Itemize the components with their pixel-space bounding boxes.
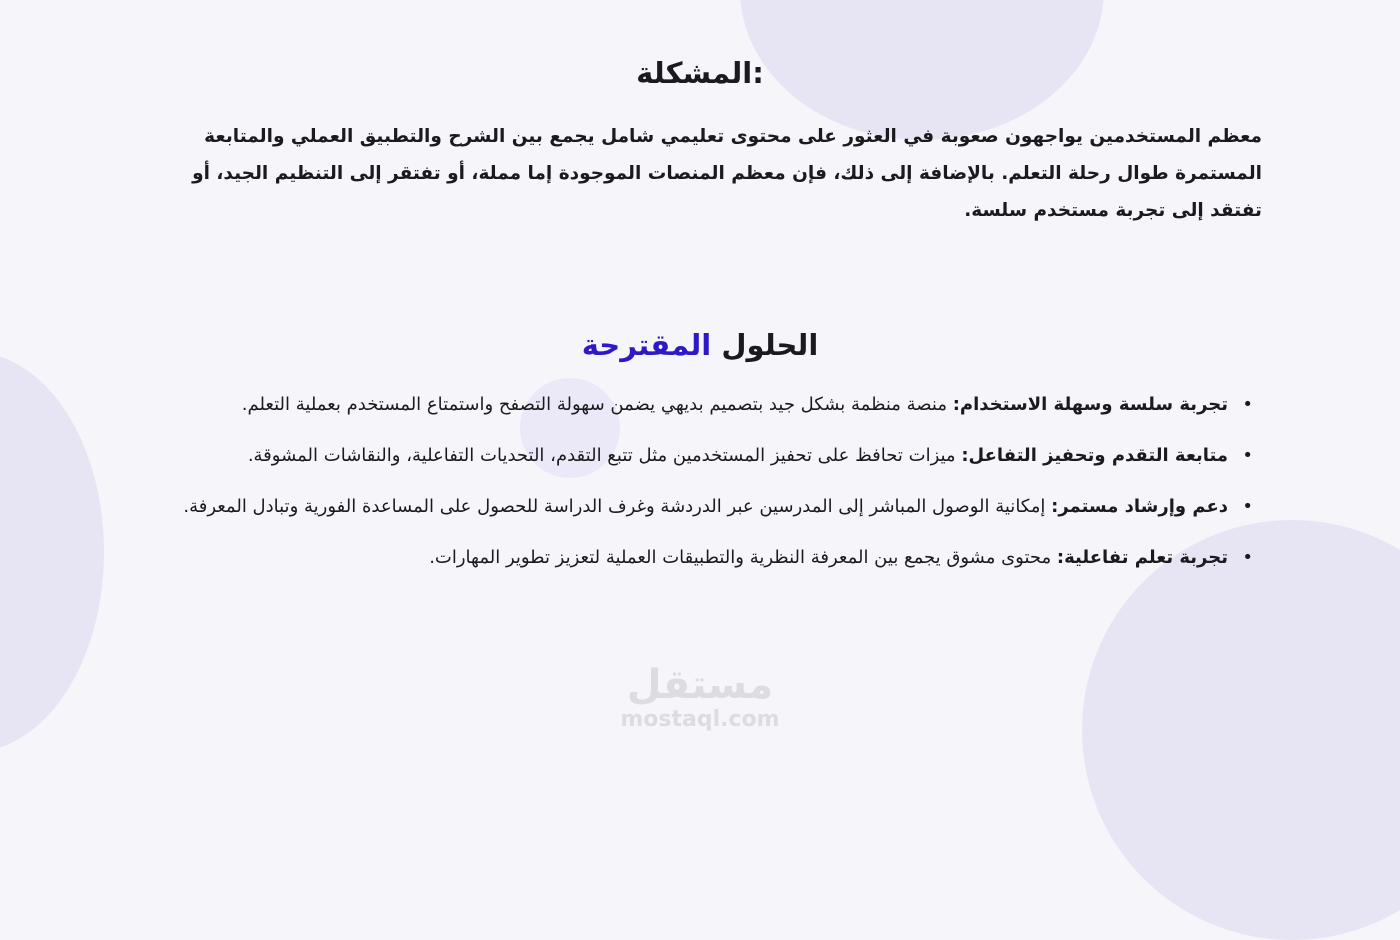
- solutions-list: [100, 388, 1253, 592]
- solution-title: تجربة تعلم تفاعلية:: [1056, 547, 1228, 568]
- solutions-title-accent: المقترحة: [581, 328, 712, 362]
- solution-text: إمكانية الوصول المباشر إلى المدرسين عبر الدردشة وغرف الدراسة للحصول على المساعدة الفورية وتبادل المعرفة.: [183, 496, 1046, 517]
- solution-title: متابعة التقدم وتحفيز التفاعل:: [961, 445, 1228, 466]
- decorative-circle-left: [0, 352, 104, 752]
- list-item: [100, 439, 1253, 473]
- watermark-url: mostaql.com: [620, 707, 780, 732]
- problem-title: المشكلة:: [636, 56, 764, 90]
- watermark-logo-text: مستقل: [626, 662, 774, 708]
- bullet-icon: •: [1242, 394, 1253, 415]
- solution-title: تجربة سلسة وسهلة الاستخدام:: [952, 394, 1228, 415]
- solution-text: محتوى مشوق يجمع بين المعرفة النظرية والتطبيقات العملية لتعزيز تطوير المهارات.: [429, 547, 1052, 568]
- bullet-icon: •: [1242, 496, 1253, 517]
- solutions-title-main: الحلول: [721, 328, 819, 362]
- list-item: [100, 541, 1253, 575]
- solution-text: ميزات تحافظ على تحفيز المستخدمين مثل تتبع التقدم، التحديات التفاعلية، والنقاشات المشوقة.: [247, 445, 956, 466]
- solution-title: دعم وإرشاد مستمر:: [1051, 496, 1228, 517]
- bullet-icon: •: [1242, 445, 1253, 466]
- problem-description: معظم المستخدمين يواجهون صعوبة في العثور على محتوى تعليمي شامل يجمع بين الشرح والتطبيق العملي والمتابعة المستمرة طوال رحلة التعلم. بالإضافة إلى ذلك، فإن معظم المنصات الموجودة إما مملة، أو تفتقر إلى التنظيم الجيد، أو تفتقد إلى تجربة مستخدم سلسة.: [192, 126, 1262, 221]
- list-item: [100, 490, 1253, 524]
- bullet-icon: •: [1242, 547, 1253, 568]
- solutions-title: [0, 324, 1400, 366]
- solution-text: منصة منظمة بشكل جيد بتصميم بديهي يضمن سهولة التصفح واستمتاع المستخدم بعملية التعلم.: [241, 394, 947, 415]
- mostaql-watermark: [600, 664, 800, 734]
- list-item: [100, 388, 1253, 422]
